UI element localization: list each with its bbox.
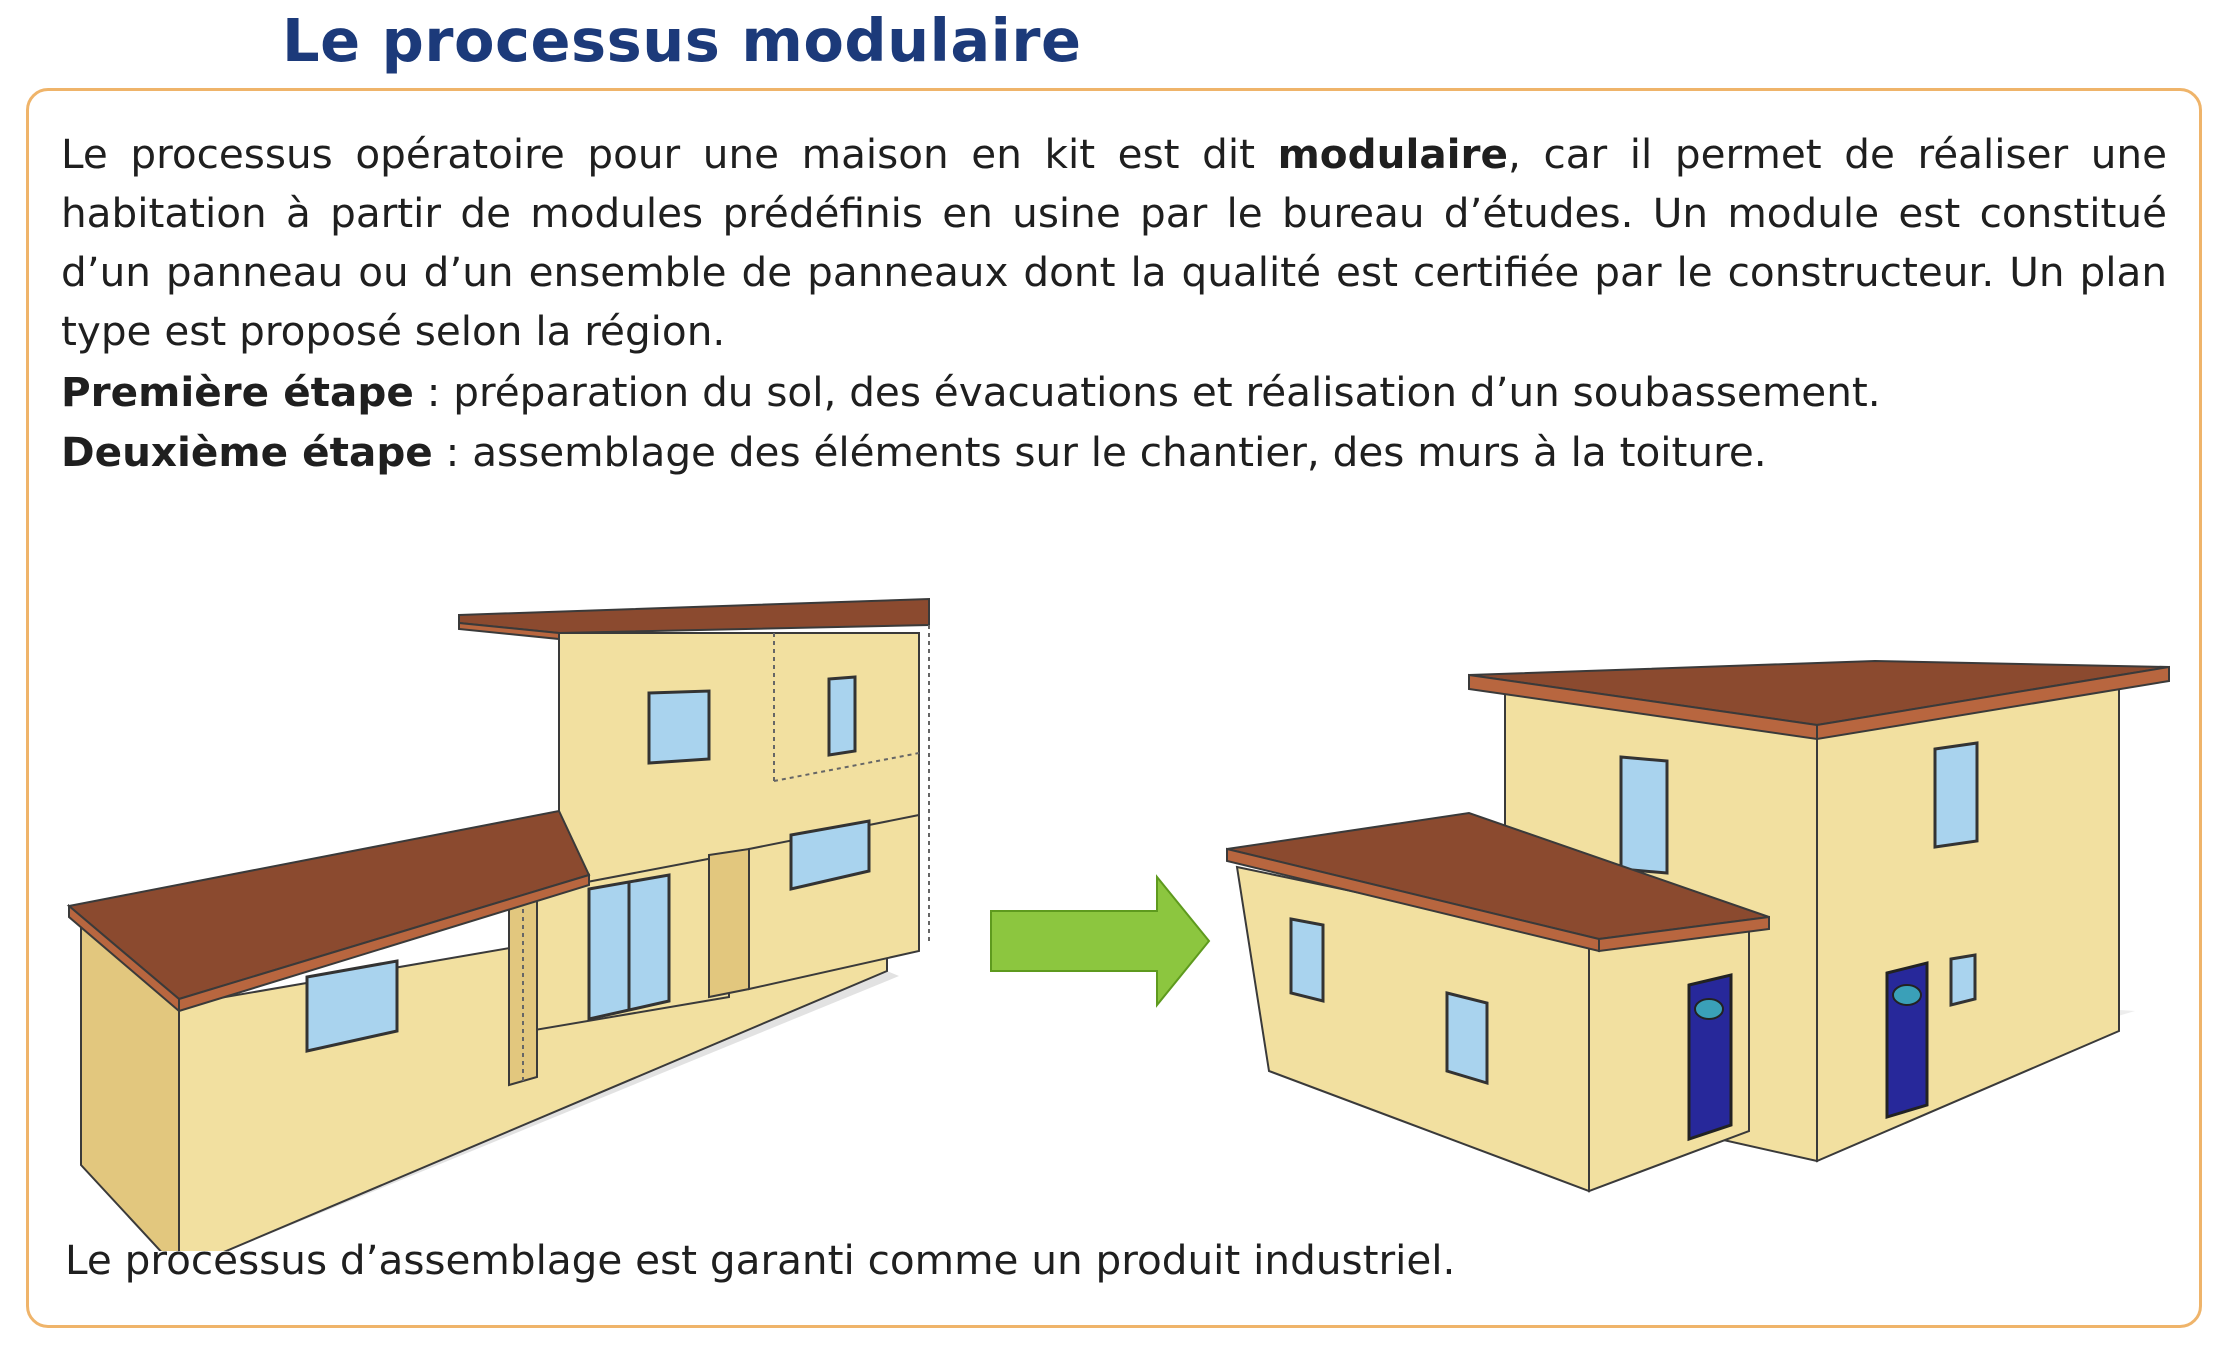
low-window-right-icon xyxy=(1447,993,1487,1083)
recess-wall xyxy=(709,849,749,997)
step-second-text: assemblage des éléments sur le chantier, des murs à la toiture. xyxy=(472,428,1767,476)
upper-module-roof xyxy=(459,599,929,633)
house-assembled xyxy=(1227,661,2169,1191)
step-first-label: Première étape xyxy=(61,368,414,416)
step-second xyxy=(61,427,1767,477)
process-arrow-icon xyxy=(991,877,1209,1005)
step-first-separator: : xyxy=(413,368,454,416)
footer-text: Le processus d’assemblage est garanti comme un produit industriel. xyxy=(65,1236,1456,1284)
content-card xyxy=(26,88,2202,1328)
upper-window-left-icon xyxy=(649,691,709,763)
step-first xyxy=(61,367,1881,417)
page-title: Le processus modulaire xyxy=(282,6,1082,75)
house-modules-disassembled xyxy=(69,599,929,1251)
intro-text-before: Le processus opératoire pour une maison en kit est dit xyxy=(61,130,1278,178)
tall-small-window-icon xyxy=(1951,955,1975,1005)
arrow-shape xyxy=(991,877,1209,1005)
tall-door-window-icon xyxy=(1893,985,1921,1005)
modular-process-illustration xyxy=(29,471,2199,1251)
tall-right-window-icon xyxy=(1935,743,1977,847)
tall-left-window-icon xyxy=(1621,757,1667,873)
step-first-text: préparation du sol, des évacuations et réalisation d’un soubassement. xyxy=(453,368,1881,416)
low-door-window-icon xyxy=(1695,999,1723,1019)
step-second-label: Deuxième étape xyxy=(61,428,433,476)
low-window-left-icon xyxy=(1291,919,1323,1001)
intro-paragraph xyxy=(61,125,2167,361)
upper-window-right-icon xyxy=(829,677,855,755)
intro-text-after: , car il permet de réaliser une habitation à partir de modules prédéfinis en usine par le bureau d’études. Un module est constitué d’un panneau ou d’un ensemble de panneaux dont la qualité est certifiée par le constructeur. Un plan type est proposé selon la région. xyxy=(61,130,2168,355)
step-second-separator: : xyxy=(432,428,473,476)
intro-keyword: modulaire xyxy=(1277,130,1508,178)
